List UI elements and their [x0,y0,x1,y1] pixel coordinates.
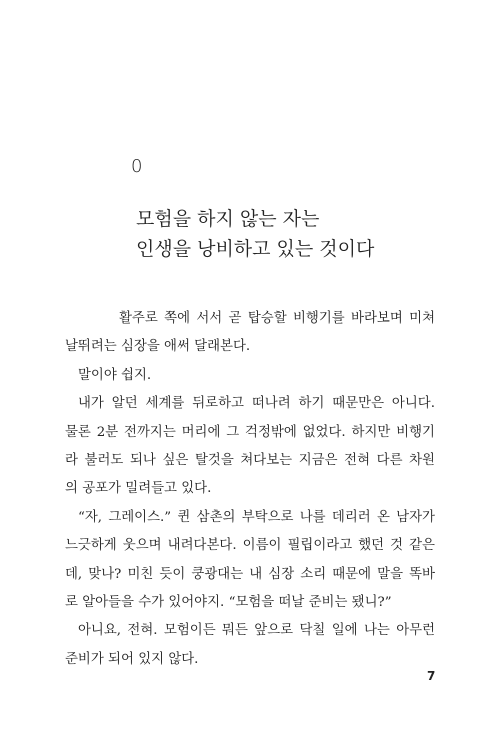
paragraph-line: 의 공포가 밀려들고 있다. [65,481,212,497]
paragraph-line: 말이야 쉽지. [78,367,152,383]
paragraph-line: 내가 알던 세계를 뒤로하고 떠나려 하기 때문만은 아니다. [78,396,435,412]
paragraph-line: 로 알아들을 수가 있어야지. “모험을 떠날 준비는 됐니?” [65,594,392,610]
chapter-number: 0 [131,156,143,177]
paragraph-line: 아니요, 전혀. 모험이든 뭐든 앞으로 닥칠 일에 나는 아무런 [78,623,435,639]
epigraph-line: 모험을 하지 않는 자는 [136,208,320,230]
epigraph [136,204,456,264]
paragraph-line: 준비가 되어 있지 않다. [65,651,199,667]
paragraph-line: 활주로 쪽에 서서 곧 탑승할 비행기를 바라보며 미쳐 [119,311,435,326]
paragraph-line: 데, 맞나? 미친 듯이 쿵광대는 내 심장 소리 때문에 말을 똑바 [65,566,435,582]
paragraph-line: 날뛰려는 심장을 애써 달래본다. [65,339,251,355]
page-number: 7 [427,669,436,683]
paragraph-line: “자, 그레이스.” 퀸 삼촌의 부탁으로 나를 데리러 온 남자가 [78,509,435,525]
paragraph-line: 느긋하게 웃으며 내려다본다. 이름이 필립이라고 했던 것 같은 [65,538,435,554]
paragraph-line: 라 불러도 되나 싶은 탈것을 쳐다보는 지금은 전혀 다른 차원 [65,452,435,468]
paragraph-line: 물론 2분 전까지는 머리에 그 걱정밖에 없었다. 하지만 비행기 [65,424,435,440]
epigraph-line: 인생을 낭비하고 있는 것이다 [136,238,375,260]
body-text [65,305,435,674]
